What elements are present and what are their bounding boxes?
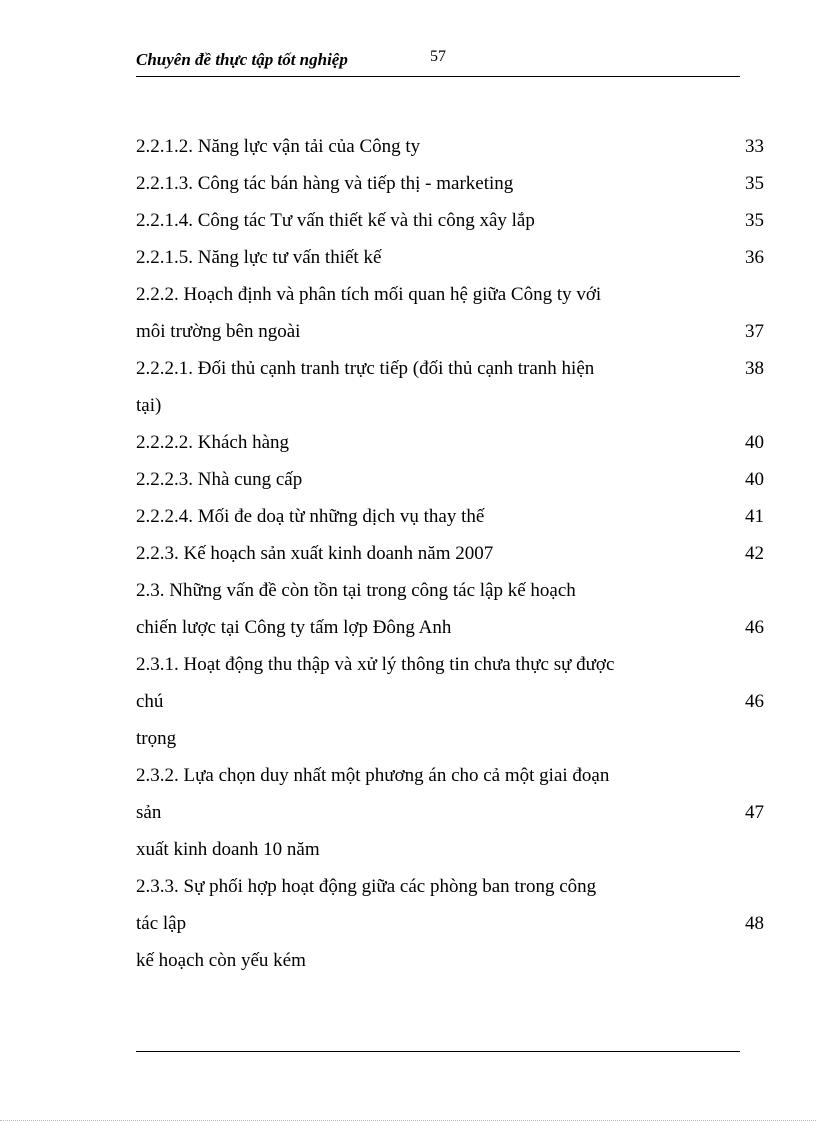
- toc-entry: [136, 202, 764, 239]
- toc-entry-text: 2.2.2.1. Đối thủ cạnh tranh trực tiếp (đối thủ cạnh tranh hiện: [136, 358, 595, 379]
- toc-entry-text: kế hoạch còn yếu kém: [136, 950, 306, 971]
- toc-entry: [136, 128, 764, 165]
- toc-entry-text: 2.3. Những vấn đề còn tồn tại trong công tác lập kế hoạch: [136, 580, 576, 601]
- toc-entry: [136, 313, 764, 350]
- toc-entry-text: 2.2.2. Hoạch định và phân tích mối quan hệ giữa Công ty với: [136, 284, 602, 305]
- toc-entry-page: 46: [745, 617, 764, 638]
- toc-entry: [136, 720, 764, 757]
- toc-entry-text: 2.2.1.2. Năng lực vận tải của Công ty: [136, 136, 421, 157]
- toc-entry-page: 46: [745, 691, 764, 712]
- toc-entry-text: tại): [136, 395, 162, 416]
- page-header: [136, 46, 740, 78]
- toc-entry-text: 2.2.1.5. Năng lực tư vấn thiết kế: [136, 247, 382, 268]
- toc-entry: [136, 942, 764, 979]
- toc-entry-text: sản: [136, 802, 162, 823]
- toc-entry-text: tác lập: [136, 913, 187, 934]
- toc-entry-text: 2.2.2.3. Nhà cung cấp: [136, 469, 303, 490]
- toc-entry: [136, 239, 764, 276]
- toc-entry-page: 35: [745, 173, 764, 194]
- page-bottom-edge: [0, 1120, 816, 1121]
- toc-entry: [136, 461, 764, 498]
- toc-entry-text: trọng: [136, 728, 177, 749]
- toc-entry: [136, 276, 764, 313]
- footer-rule: [136, 1051, 740, 1052]
- toc-entry: [136, 350, 764, 387]
- toc-entry: [136, 535, 764, 572]
- toc-entry-text: 2.2.1.4. Công tác Tư vấn thiết kế và thi công xây lắp: [136, 210, 535, 231]
- toc-entry-page: 42: [745, 543, 764, 564]
- toc-entry: [136, 387, 764, 424]
- toc-entry-page: 35: [745, 210, 764, 231]
- toc-entry-text: 2.3.3. Sự phối hợp hoạt động giữa các phòng ban trong công: [136, 876, 597, 897]
- table-of-contents: [136, 128, 764, 979]
- toc-entry: [136, 424, 764, 461]
- header-page-number: 57: [430, 48, 446, 65]
- toc-entry: [136, 165, 764, 202]
- toc-entry-page: 47: [745, 802, 764, 823]
- toc-entry-text: 2.3.2. Lựa chọn duy nhất một phương án cho cả một giai đoạn: [136, 765, 610, 786]
- toc-entry-text: 2.3.1. Hoạt động thu thập và xử lý thông tin chưa thực sự được: [136, 654, 615, 675]
- toc-entry: [136, 757, 764, 794]
- toc-entry-text: chiến lược tại Công ty tấm lợp Đông Anh: [136, 617, 452, 638]
- toc-entry-text: 2.2.3. Kế hoạch sản xuất kinh doanh năm 2007: [136, 543, 494, 564]
- toc-entry-page: 40: [745, 469, 764, 490]
- toc-entry-text: xuất kinh doanh 10 năm: [136, 839, 320, 860]
- toc-entry: [136, 609, 764, 646]
- toc-entry: [136, 794, 764, 831]
- toc-entry-page: 40: [745, 432, 764, 453]
- toc-entry: [136, 831, 764, 868]
- toc-entry: [136, 572, 764, 609]
- toc-entry-text: môi trường bên ngoài: [136, 321, 301, 342]
- toc-entry-text: chú: [136, 691, 164, 712]
- toc-entry: [136, 868, 764, 905]
- toc-entry-page: 38: [745, 358, 764, 379]
- header-title: Chuyên đề thực tập tốt nghiệp: [136, 50, 348, 69]
- toc-entry-page: 48: [745, 913, 764, 934]
- toc-entry-page: 36: [745, 247, 764, 268]
- toc-entry-page: 41: [745, 506, 764, 527]
- toc-entry-page: 37: [745, 321, 764, 342]
- toc-entry: [136, 646, 764, 683]
- header-rule: [136, 76, 740, 77]
- toc-entry-text: 2.2.2.4. Mối đe doạ từ những dịch vụ thay thế: [136, 506, 485, 527]
- toc-entry: [136, 498, 764, 535]
- toc-entry-text: 2.2.2.2. Khách hàng: [136, 432, 290, 453]
- toc-entry: [136, 905, 764, 942]
- toc-entry-text: 2.2.1.3. Công tác bán hàng và tiếp thị - marketing: [136, 173, 514, 194]
- toc-entry: [136, 683, 764, 720]
- toc-entry-page: 33: [745, 136, 764, 157]
